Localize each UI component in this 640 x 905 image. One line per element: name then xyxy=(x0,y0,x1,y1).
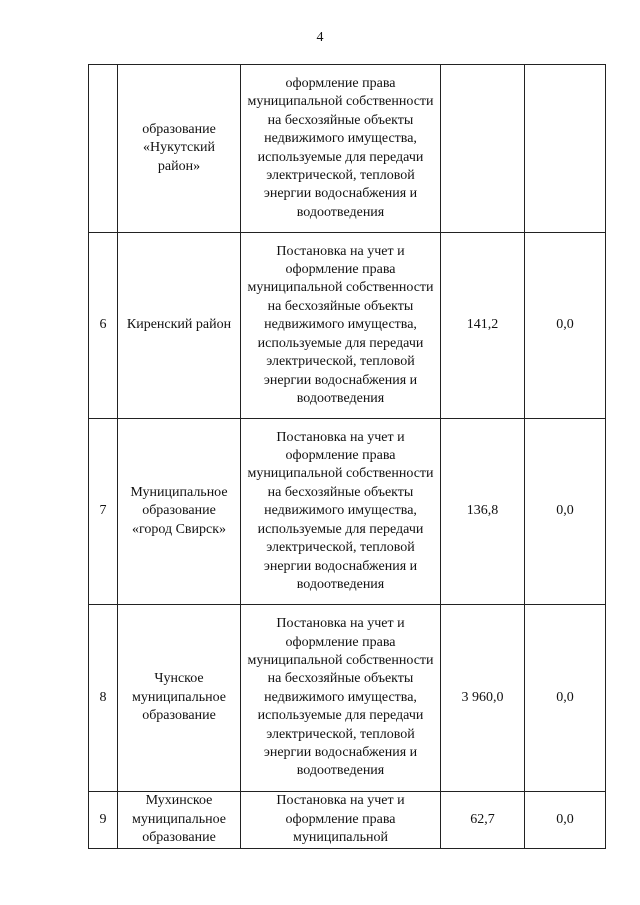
table-row xyxy=(89,233,606,419)
amount-cell xyxy=(441,65,525,233)
municipality-name: Чунское муниципальное образование xyxy=(118,605,241,792)
amount-cell: 0,0 xyxy=(525,605,606,792)
table-row xyxy=(89,605,606,792)
amount-cell: 3 960,0 xyxy=(441,605,525,792)
municipality-name: Киренский район xyxy=(118,233,241,419)
amount-cell: 136,8 xyxy=(441,419,525,605)
measure-description: Постановка на учет и оформление права муниципальной собственности на бесхозяйные объекты недвижимого имущества, используемые для передачи электрической, тепловой энергии водоснабжения и водоотведения xyxy=(241,419,441,605)
measure-description: оформление права муниципальной собственности на бесхозяйные объекты недвижимого имущества, используемые для передачи электрической, тепловой энергии водоснабжения и водоотведения xyxy=(241,65,441,233)
table-row xyxy=(89,792,606,849)
measure-description: Постановка на учет и оформление права муниципальной собственности на бесхозяйные объекты недвижимого имущества, используемые для передачи электрической, тепловой энергии водоснабжения и водоотведения xyxy=(241,233,441,419)
row-number: 9 xyxy=(89,792,118,849)
row-number xyxy=(89,65,118,233)
amount-cell: 0,0 xyxy=(525,792,606,849)
table-row xyxy=(89,65,606,233)
table-row xyxy=(89,419,606,605)
row-number: 6 xyxy=(89,233,118,419)
row-number: 7 xyxy=(89,419,118,605)
row-number: 8 xyxy=(89,605,118,792)
amount-cell: 141,2 xyxy=(441,233,525,419)
municipality-name: Муниципальное образование «город Свирск» xyxy=(118,419,241,605)
amount-cell: 62,7 xyxy=(441,792,525,849)
document-table xyxy=(88,64,606,849)
amount-cell xyxy=(525,65,606,233)
municipality-name: Мухинское муниципальное образование xyxy=(118,792,241,849)
measure-description: Постановка на учет и оформление права муниципальной xyxy=(241,792,441,849)
amount-cell: 0,0 xyxy=(525,233,606,419)
measure-description: Постановка на учет и оформление права муниципальной собственности на бесхозяйные объекты недвижимого имущества, используемые для передачи электрической, тепловой энергии водоснабжения и водоотведения xyxy=(241,605,441,792)
page-number: 4 xyxy=(316,30,324,45)
amount-cell: 0,0 xyxy=(525,419,606,605)
municipality-name: образование «Нукутский район» xyxy=(118,65,241,233)
